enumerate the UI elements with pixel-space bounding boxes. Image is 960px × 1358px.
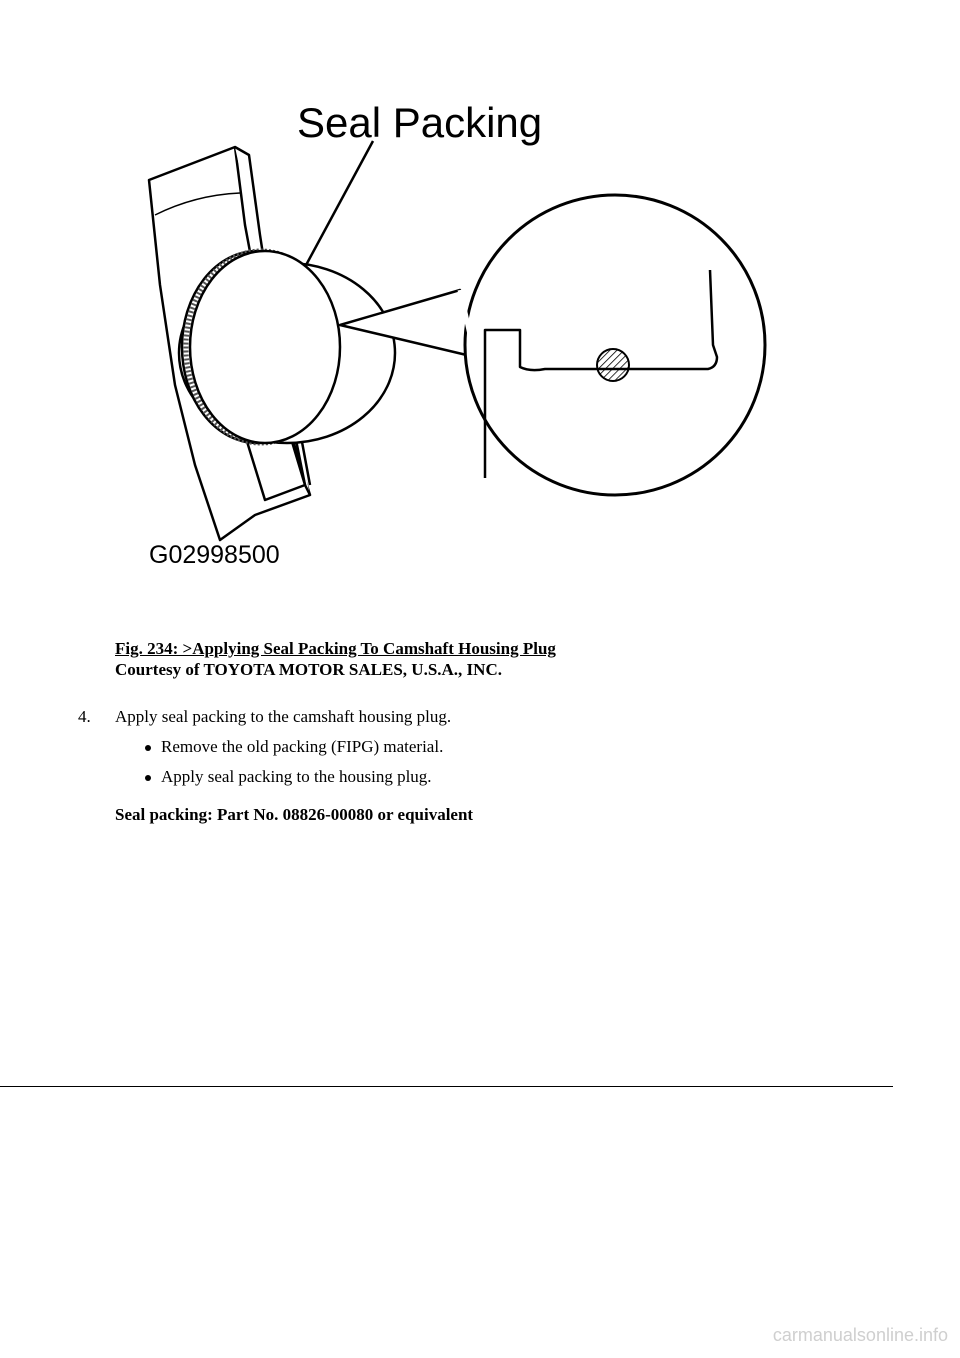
step-number: 4. xyxy=(78,707,91,726)
svg-text:Seal Packing: Seal Packing xyxy=(297,99,543,146)
specification-note: Seal packing: Part No. 08826-00080 or equivalent xyxy=(115,805,474,824)
list-item xyxy=(145,766,443,787)
graphic-id xyxy=(149,541,280,569)
bullet-dot-icon xyxy=(145,745,151,751)
procedure-step xyxy=(78,706,838,727)
figure-caption xyxy=(115,638,815,680)
detail-magnifier xyxy=(340,195,765,495)
seal-packing-illustration xyxy=(125,85,785,580)
figure-title-link[interactable]: Fig. 234: >Applying Seal Packing To Camshaft Housing Plug xyxy=(115,639,556,658)
housing-plug xyxy=(179,251,395,443)
step-bullet-list xyxy=(145,736,443,796)
list-item xyxy=(145,736,443,757)
callout-label xyxy=(297,99,542,146)
svg-text:G02998500: G02998500 xyxy=(149,541,280,569)
step-text: Apply seal packing to the camshaft housing plug. xyxy=(115,707,452,726)
bullet-text: Apply seal packing to the housing plug. xyxy=(161,767,432,786)
page-divider xyxy=(0,1086,893,1087)
figure-courtesy: Courtesy of TOYOTA MOTOR SALES, U.S.A., INC. xyxy=(115,660,502,679)
illustration-drawing xyxy=(125,85,785,580)
watermark: carmanualsonline.info xyxy=(772,1325,948,1345)
bullet-dot-icon xyxy=(145,775,151,781)
bullet-text: Remove the old packing (FIPG) material. xyxy=(161,737,444,756)
